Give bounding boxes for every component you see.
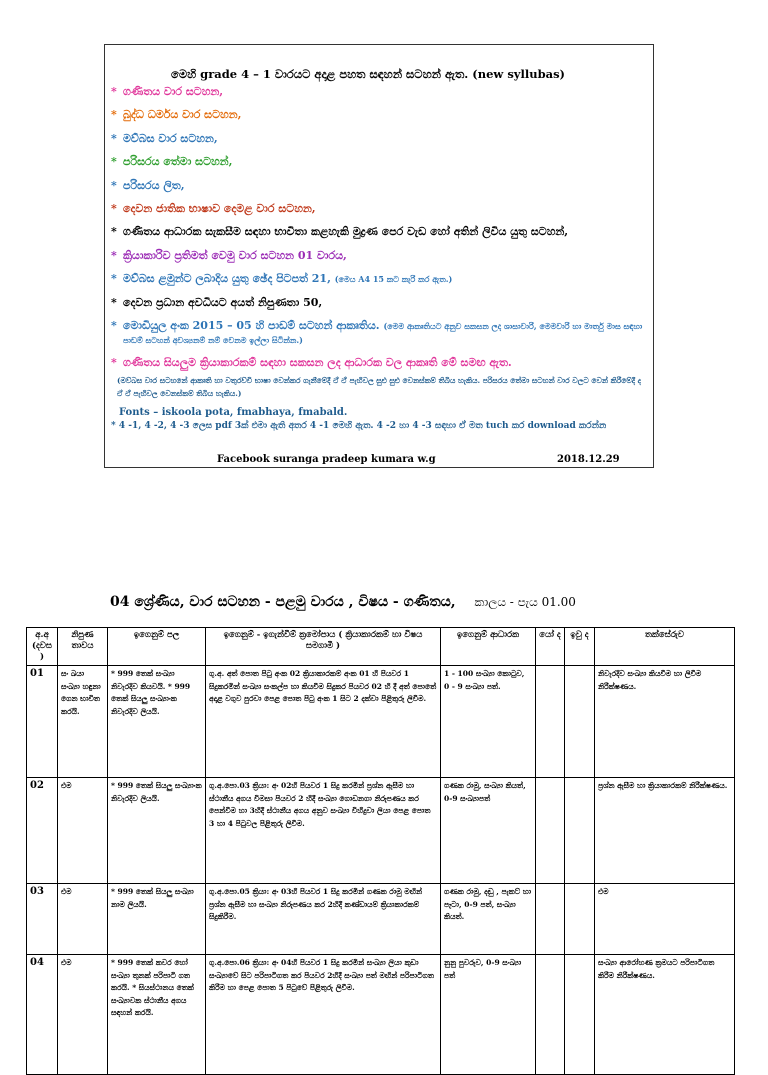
notice-item <box>111 202 647 216</box>
i-cell <box>565 955 595 1075</box>
notice-item-text: පරිසරය ලිත, <box>123 178 185 192</box>
assessment-cell: ප්‍රශ්න ඇසීම හා ක්‍රියාකාරකම් නිරීක්ෂණය. <box>595 778 735 884</box>
i-cell <box>565 884 595 955</box>
table-row <box>27 884 735 955</box>
activity-cell: ගු.අ.පො.05 ක්‍රියා: අං 03හි පියවර 1 සිදු කරමින් ගණක රාමු මඟින් ප්‍රශ්න ඇසීම හා සංඛ්‍යා නිරූපණය කර 2හිදී කණ්ඩායම් ක්‍රියාකාරකම් සිදුකිරීම. <box>206 884 441 955</box>
credit-date: 2018.12.29 <box>557 454 620 465</box>
notice-item <box>111 85 647 99</box>
row-number: 01 <box>27 666 58 778</box>
notice-item <box>111 108 647 122</box>
bullet-star-icon: * <box>111 108 117 122</box>
row-number: 03 <box>27 884 58 955</box>
table-row <box>27 666 735 778</box>
notice-item <box>111 319 647 347</box>
notice-item <box>111 155 647 169</box>
outcome-cell: * 999 තෙක් සියලු සංඛ්‍යා නාම ලියයි. <box>108 884 206 955</box>
aids-cell: 1 - 100 සංඛ්‍යා කොටුව, 0 - 9 සංඛ්‍යා පත්. <box>441 666 536 778</box>
notice-item <box>111 249 647 263</box>
notice-item-text: මව්බස ළමුන්ට ලබාදිය යුතු ඡේද පිටපත් 21, <box>123 272 331 286</box>
lesson-plan-table <box>26 627 735 1075</box>
notice-item-text: දෙවන ජාතික භාෂාව දෙමළ වාර සටහන, <box>123 201 316 215</box>
column-header: ඉගෙනුම් පල <box>108 628 206 666</box>
column-header: ඉගෙනුම් ආධාරක <box>441 628 536 666</box>
column-header: ඉගෙනුම් - ඉගැන්වීම් ක්‍රමෝපාය ( ක්‍රියාකාරකම් හා විෂය සමගාමී ) <box>206 628 441 666</box>
bullet-star-icon: * <box>111 295 117 309</box>
notice-item-text: දෙවන ප්‍රධාන අවධියට අයත් නිපුණතා 50, <box>123 295 323 309</box>
plan-duration: කාලය - පැය 01.00 <box>474 595 576 609</box>
row-number: 04 <box>27 955 58 1075</box>
y-cell <box>536 884 565 955</box>
notice-item-text: මව්බස වාර සටහන, <box>123 131 218 145</box>
notice-box <box>104 44 654 468</box>
table-row <box>27 955 735 1075</box>
activity-cell: ගු.අ.පො.06 ක්‍රියා: අං 04හි පියවර 1 සිදු කරමින් සංඛ්‍යා ලියා කුඩා සංඛ්‍යාවේ සිට පරිපාටිගත කර පියවර 2හිදී සංඛ්‍යා පත් මඟින් පරිපාටිගත කිරීම හා පෙළ පොත 5 පිටුවේ පිළිතුරු ලිවීම. <box>206 955 441 1075</box>
assessment-cell: නිවැරදිව සංඛ්‍යා කියවීම හා ලිවීම නිරීක්ෂණය. <box>595 666 735 778</box>
plan-title: 04 ශ්‍රේණිය, වාර සටහන - පළමු වාරය , විෂය - ගණිතය, <box>110 594 456 610</box>
notice-item-note: (මෙය A4 15 කට කැරි කර ඇත.) <box>334 274 453 285</box>
plan-heading <box>110 594 576 610</box>
bullet-star-icon: * <box>111 272 117 286</box>
bullet-star-icon: * <box>111 85 117 98</box>
notice-item <box>111 132 647 146</box>
bullet-star-icon: * <box>111 318 117 332</box>
notice-item-text: ගණිතය ආධාරක සැකසීම සඳහා භාවිතා කළහැකි මුද්‍රණ පෙර වැඩ හෝ අතින් ලිවිය යුතු සටහන්, <box>123 225 569 239</box>
column-header: ඉවු ද <box>565 628 595 666</box>
aids-cell: ගණක රාමු, දඬු , පැකට් හා පෑටා, 0-9 පත්, සංඛ්‍යා කියත්. <box>441 884 536 955</box>
notice-item-text: ක්‍රියාකාරිව ප්‍රතිමත් වෙමු වාර සටහන 01 වාරය, <box>123 248 347 262</box>
assessment-cell: සංඛ්‍යා ආරෝහණ ක්‍රමයට පරිපාටිගත කිරීම නිරීක්ෂණය. <box>595 955 735 1075</box>
i-cell <box>565 778 595 884</box>
bullet-star-icon: * <box>111 248 117 262</box>
outcome-cell: * 999 තෙක් සංඛ්‍යා නිවැරදිව කියවයි. * 999 තෙක් සියලු සංඛ්‍යාංක නිවැරදිව ලියයි. <box>108 666 206 778</box>
notice-item-text: ගණිතය වාර සටහන, <box>123 85 224 98</box>
column-header: නිපුණ තාවය <box>58 628 108 666</box>
bullet-star-icon: * <box>111 225 117 239</box>
assessment-cell: එම <box>595 884 735 955</box>
aids-cell: ගණක රාමු, සංඛ්‍යා කියත්, 0-9 සංඛ්‍යාපත් <box>441 778 536 884</box>
table-header-row <box>27 628 735 666</box>
pdf-note: * 4 -1, 4 -2, 4 -3 ලෙස pdf 3ක් එමා ඇති අතර 4 -1 මෙහි ඇත. 4 -2 හා 4 -3 සඳහා ඒ මත tuch කර download කරන්න <box>111 421 607 431</box>
i-cell <box>565 666 595 778</box>
column-header: යෝ ද <box>536 628 565 666</box>
competency-cell: සං ඛයා <box>61 669 85 678</box>
competency-detail: සංඛ්‍යා හඳුනා ගෙන භාවිත කරයි. <box>61 681 101 716</box>
column-header: තක්සේරුව <box>595 628 735 666</box>
notice-item-text: මොඩියුල අංක 2015 – 05 හි පාඩම් සටහන් ආකෘතිය. <box>123 318 380 332</box>
notice-title: මෙහි grade 4 – 1 වාරයට අදාළ පහත සඳහන් සටහන් ඇත. (new syllubas) <box>171 67 565 81</box>
y-cell <box>536 666 565 778</box>
notice-item-note: (මෙම ආකෘතියට අනුව සකසන ලද ශාසාවාරි, මෙමවාරි හා මාර්තු මාස සඳහා පාඩම් සටහන් අවශ්‍යනම් නම් වෙනම ඉල්ලා සිටින්න.) <box>123 320 643 345</box>
facebook-credit: Facebook suranga pradeep kumara w.g <box>217 454 436 465</box>
column-header: අ.අ (දවස) <box>27 628 58 666</box>
competency-cell: එම <box>61 958 72 967</box>
row-number: 02 <box>27 778 58 884</box>
competency-cell: එම <box>61 781 72 790</box>
notice-item <box>111 179 647 193</box>
y-cell <box>536 778 565 884</box>
y-cell <box>536 955 565 1075</box>
bullet-star-icon: * <box>111 356 117 370</box>
notice-item-text: ගණිතය සියලුම ක්‍රියාකාරකම් සඳහා සකසන ලද ආධාරක වල ආකෘති මේ සමඟ ඇත. <box>123 356 512 370</box>
bullet-star-icon: * <box>111 131 117 145</box>
fonts-note: Fonts – iskoola pota, fmabhaya, fmabald. <box>119 407 348 418</box>
outcome-cell: * 999 තෙක් කවර හෝ සංඛ්‍යා තුනක් පරිපාටි ගත කරයි. * සියස්ථානය තෙක් සංඛ්‍යාවක ස්ථානීය අගය සඳහන් කරයි. <box>108 955 206 1075</box>
bullet-star-icon: * <box>111 155 117 169</box>
notice-item-text: පරිසරය තේමා සටහන්, <box>123 155 233 169</box>
table-row <box>27 778 735 884</box>
outcome-cell: * 999 තෙක් සියලු සංඛ්‍යාංක නිවැරදිව ලියයි. <box>108 778 206 884</box>
competency-cell: එම <box>61 887 72 896</box>
notice-item-text: බුද්ධ ධර්මය වාර සටහන, <box>123 108 242 122</box>
notice-item <box>111 225 647 239</box>
activity-cell: ගු.අ. අත් පොත පිටු අංක 02 ක්‍රියාකාරකම් අංක 01 හි පියවර 1 සිදුකරමින් සංඛ්‍යා සංකල්ප හා කියවීම සිදුකර පියවර 02 හි දී අත් පොතේ අදාළ වගුව පුරවා පෙළ පොත පිටු අංක 1 සිට 2 දක්වා පිළිතුරු ලිවීම. <box>206 666 441 778</box>
activity-cell: ගු.අ.පො.03 ක්‍රියා: අං 02හි පියවර 1 සිදු කරමින් ප්‍රශ්න ඇසීම හා ස්ථානීය අගය විමසා පියවර 2 හිදී සංඛ්‍යා ගොඩනගා නිරූපණය කර පෙන්වීම හා 3හිදී ස්ථානීය අගය අනුව සංඛ්‍යා විහිදුවා ලියා පෙළ පොත 3 හා 4 පිටුවල පිළිතුරු ලිවීම. <box>206 778 441 884</box>
bullet-star-icon: * <box>111 201 117 215</box>
notice-item <box>111 272 647 286</box>
notice-list <box>111 85 647 380</box>
aids-cell: නුනු පුවරුව, 0-9 සංඛ්‍යා පත් <box>441 955 536 1075</box>
bullet-star-icon: * <box>111 178 117 192</box>
notice-item <box>111 356 647 370</box>
notice-note: (මව්බස වාර සටහනේ ආකෘති හා වතුරව්වි භාෂා වෙන්කර ගැනීමේදී ඒ ඒ පැහිවල සුළු සුළු වෙනස්කම් තිබිය හැකිය. පරිසරය තේමා සටහන් වාර වලට වෙන් කිරීමේදී ද ඒ ඒ පැහිවල වෙනස්කම් තිබිය හැකිය.) <box>117 376 641 398</box>
notice-item <box>111 296 647 310</box>
